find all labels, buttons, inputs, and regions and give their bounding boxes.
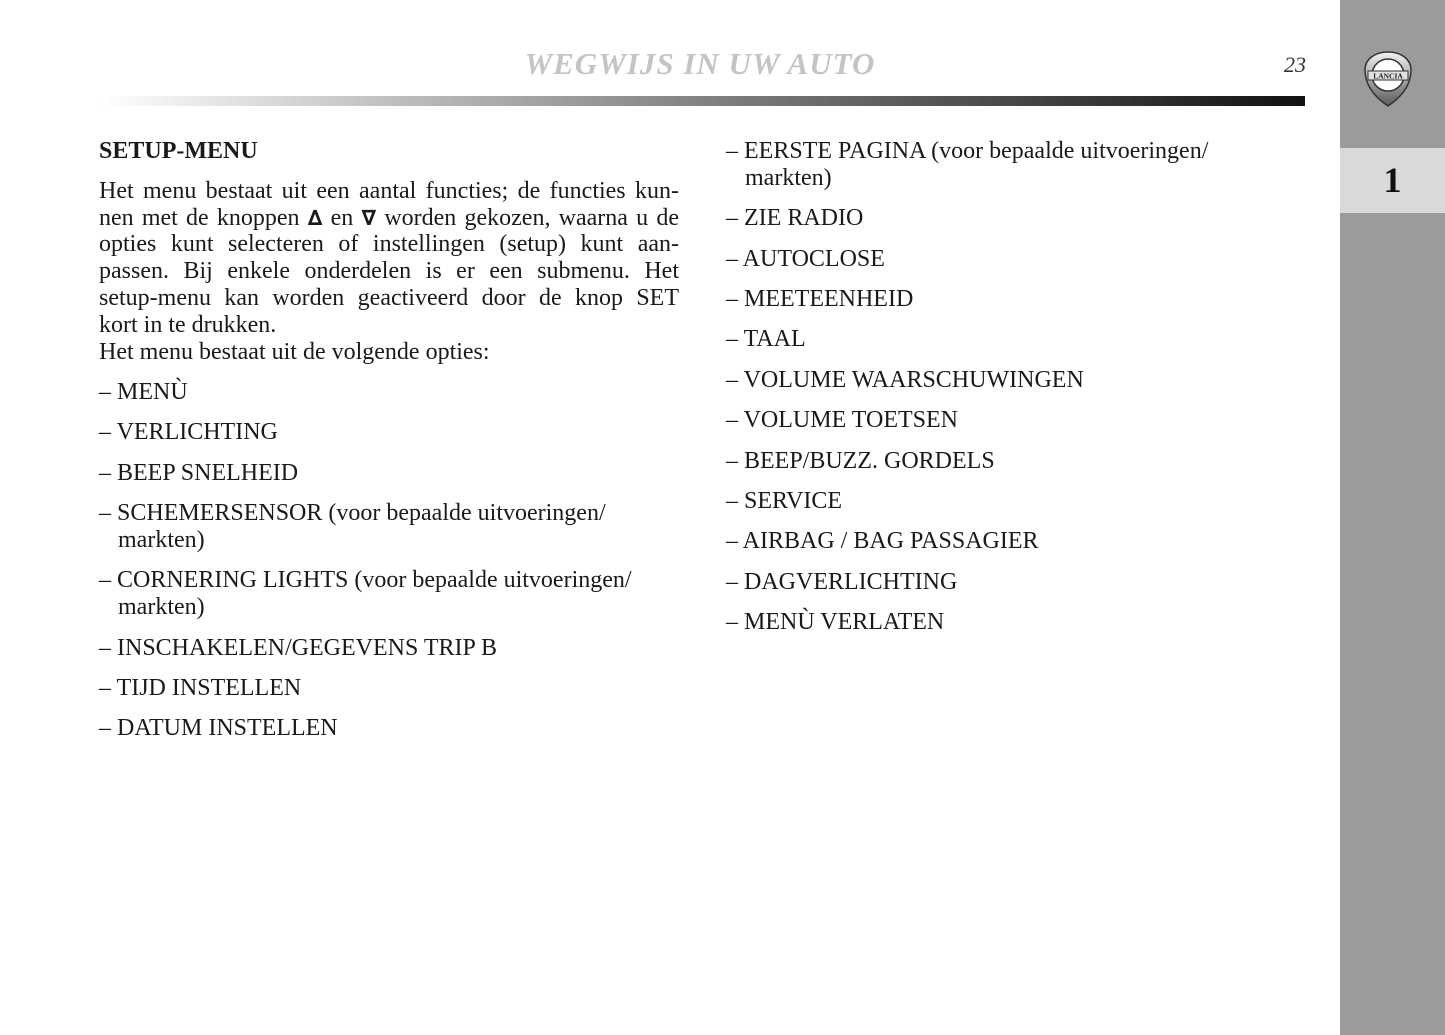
intro-line [99, 205, 679, 232]
intro-line: kort in te drukken. [99, 311, 277, 338]
list-item: – AIRBAG / BAG PASSAGIER [726, 528, 1039, 555]
list-item: – TIJD INSTELLEN [99, 674, 302, 701]
list-item: – AUTOCLOSE [726, 245, 885, 272]
list-item: – ZIE RADIO [726, 205, 864, 232]
list-item: – INSCHAKELEN/GEGEVENS TRIP B [99, 634, 498, 661]
list-item: – VOLUME TOETSEN [726, 407, 959, 434]
svg-text:LANCIA: LANCIA [1373, 71, 1403, 81]
list-item: – EERSTE PAGINA (voor bepaalde uitvoeringen/ markten) [726, 138, 1209, 191]
up-arrow-icon: ∆ [307, 205, 323, 230]
list-item: – BEEP/BUZZ. GORDELS [726, 447, 995, 474]
options-lead: Het menu bestaat uit de volgende opties: [99, 338, 490, 365]
intro-line: opties kunt selecteren of instellingen (setup) kunt aan- [99, 231, 679, 258]
intro-line: Het menu bestaat uit een aantal functies; de functies kun- [99, 177, 679, 204]
list-item: – MENÙ VERLATEN [726, 609, 945, 636]
intro-text: worden gekozen, waarna u de [384, 204, 679, 231]
down-arrow-icon: ∇ [361, 205, 377, 230]
list-item: – VERLICHTING [99, 419, 278, 446]
list-item: – TAAL [726, 326, 806, 353]
intro-line: setup-menu kan worden geactiveerd door de knop SET [99, 284, 679, 311]
list-item: – SCHEMERSENSOR (voor bepaalde uitvoeringen/ markten) [99, 500, 606, 553]
list-item: – DATUM INSTELLEN [99, 715, 338, 742]
chapter-tab: 1 [1340, 148, 1445, 213]
list-item: – BEEP SNELHEID [99, 459, 299, 486]
list-item: – VOLUME WAARSCHUWINGEN [726, 366, 1084, 393]
left-column [99, 138, 679, 756]
list-item: – SERVICE [726, 487, 843, 514]
list-item: – DAGVERLICHTING [726, 568, 958, 595]
list-item: – MEETEENHEID [726, 285, 914, 312]
page-number: 23 [1284, 52, 1306, 77]
lancia-logo [1360, 50, 1416, 108]
right-column [726, 138, 1286, 649]
options-list-left [99, 379, 679, 742]
intro-text: en [330, 204, 354, 231]
section-title: SETUP-MENU [99, 138, 258, 164]
intro-paragraph [99, 178, 679, 339]
sidebar [1340, 0, 1445, 1035]
intro-text: nen met de knoppen [99, 204, 300, 231]
header-rule [100, 96, 1305, 106]
list-item: – MENÙ [99, 378, 188, 405]
header-title: WEGWIJS IN UW AUTO [524, 46, 876, 81]
intro-line: passen. Bij enkele onderdelen is er een submenu. Het [99, 258, 679, 285]
options-list-right [726, 138, 1286, 636]
list-item: – CORNERING LIGHTS (voor bepaalde uitvoeringen/ markten) [99, 567, 632, 621]
